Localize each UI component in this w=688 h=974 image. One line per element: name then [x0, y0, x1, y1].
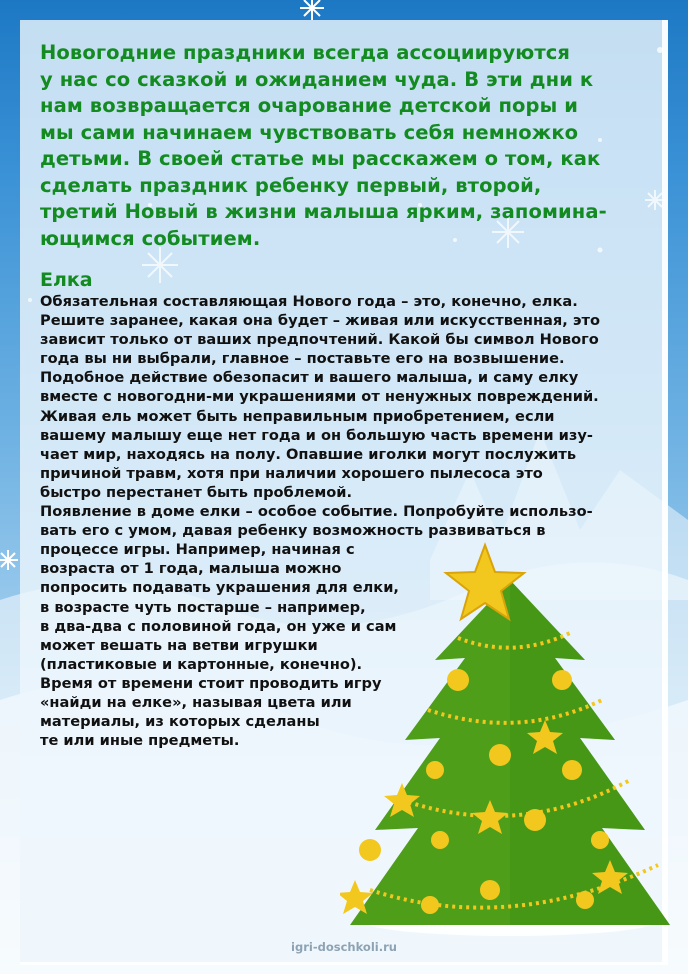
text-line: Подобное действие обезопасит и вашего малыша, и саму елку: [40, 369, 579, 387]
text-line: те или иные предметы.: [40, 732, 240, 750]
text-line: в возрасте чуть постарше – например,: [40, 598, 366, 616]
text-line: вать его с умом, давая ребенку возможность развиваться в: [40, 522, 546, 540]
text-line: Новогодние праздники всегда ассоциируются: [40, 41, 570, 64]
text-line: возраста от 1 года, малыша можно: [40, 560, 342, 578]
text-line: вместе с новогодни-ми украшениями от ненужных повреждений.: [40, 388, 599, 406]
text-line: мы сами начинаем чувствовать себя немножко: [40, 120, 579, 144]
text-line: может вешать на ветви игрушки: [40, 636, 318, 654]
text-line: Появление в доме елки – особое событие. Попробуйте использо-: [40, 503, 593, 521]
text-line: детьми. В своей статье мы расскажем о том, как: [40, 147, 601, 170]
text-line: нам возвращается очарование детской поры и: [40, 94, 578, 117]
text-line: третий Новый в жизни малыша ярким, запомина-: [40, 200, 607, 223]
intro-paragraph: [40, 40, 665, 252]
text-line: (пластиковые и картонные, конечно).: [40, 655, 363, 673]
christmas-tree-illustration: [340, 540, 675, 940]
text-line: быстро перестанет быть проблемой.: [40, 483, 353, 501]
text-line: года вы ни выбрали, главное – поставьте его на возвышение.: [40, 350, 565, 368]
text-line: причиной травм, хотя при наличии хорошего пылесоса это: [40, 464, 543, 482]
section-heading: Елка: [40, 269, 93, 291]
text-line: сделать праздник ребенку первый, второй,: [40, 173, 542, 197]
text-line: Время от времени стоит проводить игру: [40, 674, 382, 692]
text-line: «найди на елке», называя цвета или: [40, 693, 352, 711]
site-watermark: igri-doschkoli.ru: [291, 940, 397, 954]
text-line: ющимся событием.: [40, 226, 261, 250]
text-line: попросить подавать украшения для елки,: [40, 579, 399, 597]
text-line: в два-два с половиной года, он уже и сам: [40, 617, 397, 635]
text-line: вашему малышу еще нет года и он большую часть времени изу-: [40, 426, 593, 444]
text-line: процессе игры. Например, начиная с: [40, 541, 355, 559]
text-line: материалы, из которых сделаны: [40, 713, 320, 731]
text-line: Живая ель может быть неправильным приобретением, если: [40, 407, 555, 425]
text-line: Решите заранее, какая она будет – живая или искусственная, это: [40, 312, 601, 330]
text-line: у нас со сказкой и ожиданием чуда. В эти дни к: [40, 67, 594, 91]
text-line: зависит только от ваших предпочтений. Какой бы символ Нового: [40, 331, 599, 349]
text-line: чает мир, находясь на полу. Опавшие иголки могут послужить: [40, 445, 577, 463]
text-line: Обязательная составляющая Нового года – это, конечно, елка.: [40, 293, 578, 310]
